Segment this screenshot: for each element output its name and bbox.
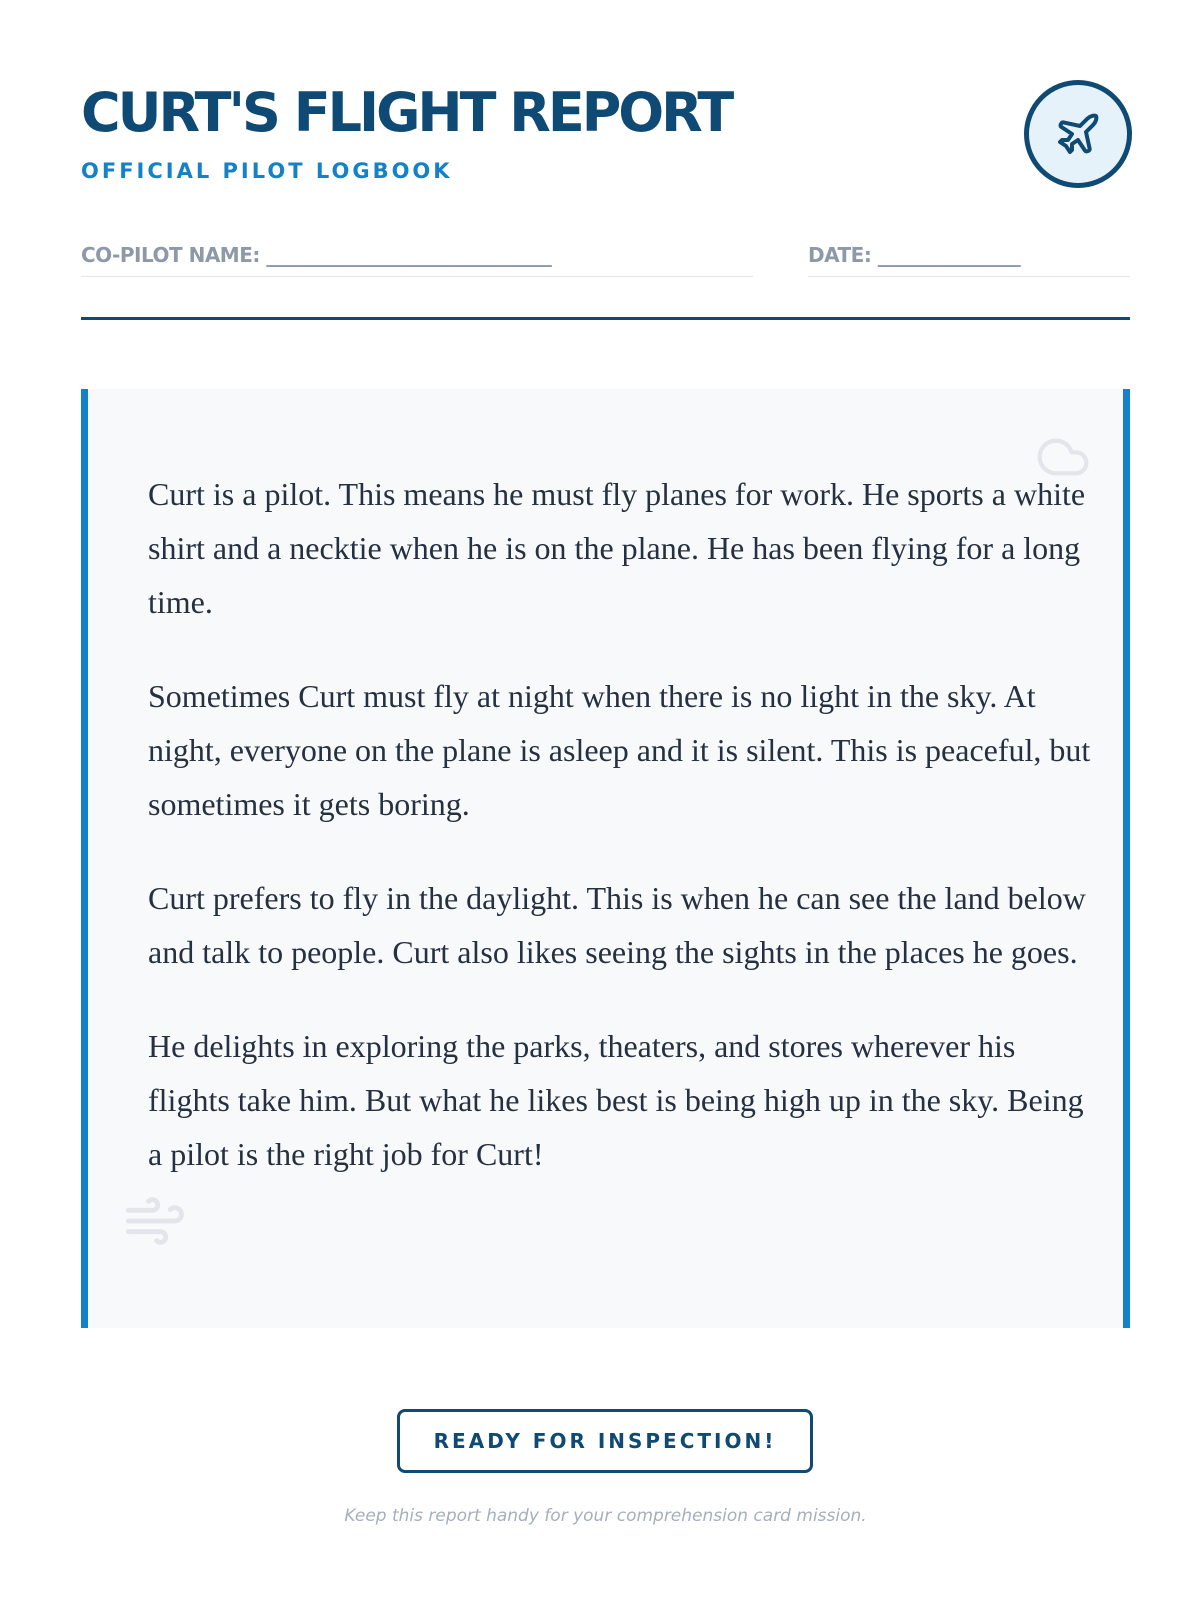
footer-note: Keep this report handy for your comprehension card mission. (344, 1506, 867, 1526)
page-title: CURT'S FLIGHT REPORT (81, 81, 732, 144)
flight-report-page (81, 0, 1130, 1600)
airplane-badge (1024, 80, 1132, 188)
story-paragraph-1: Curt is a pilot. This means he must fly planes for work. He sports a white shirt and a necktie when he is on the plane. He has been flying for a long time. (148, 476, 1086, 620)
date-field[interactable]: DATE: _______________ (808, 240, 1130, 277)
airplane-icon (1054, 110, 1102, 158)
header-divider (81, 317, 1130, 320)
ready-for-inspection-button[interactable]: READY FOR INSPECTION! (397, 1409, 813, 1473)
story-paragraph-4: He delights in exploring the parks, theaters, and stores wherever his flights take him. But what he likes best is being high up in the sky. Being a pilot is the right job for Curt! (148, 1028, 1084, 1172)
story-text (148, 467, 1098, 1221)
story-paragraph-3: Curt prefers to fly in the daylight. This is when he can see the land below and talk to people. Curt also likes seeing the sights in the places he goes. (148, 880, 1086, 970)
wind-icon (123, 1189, 187, 1253)
page-subtitle: OFFICIAL PILOT LOGBOOK (81, 159, 453, 183)
story-paragraph-2: Sometimes Curt must fly at night when there is no light in the sky. At night, everyone on the plane is asleep and it is silent. This is peaceful, but sometimes it gets boring. (148, 678, 1091, 822)
copilot-name-field[interactable]: CO-PILOT NAME: ______________________________ (81, 240, 753, 277)
story-panel (81, 389, 1130, 1328)
